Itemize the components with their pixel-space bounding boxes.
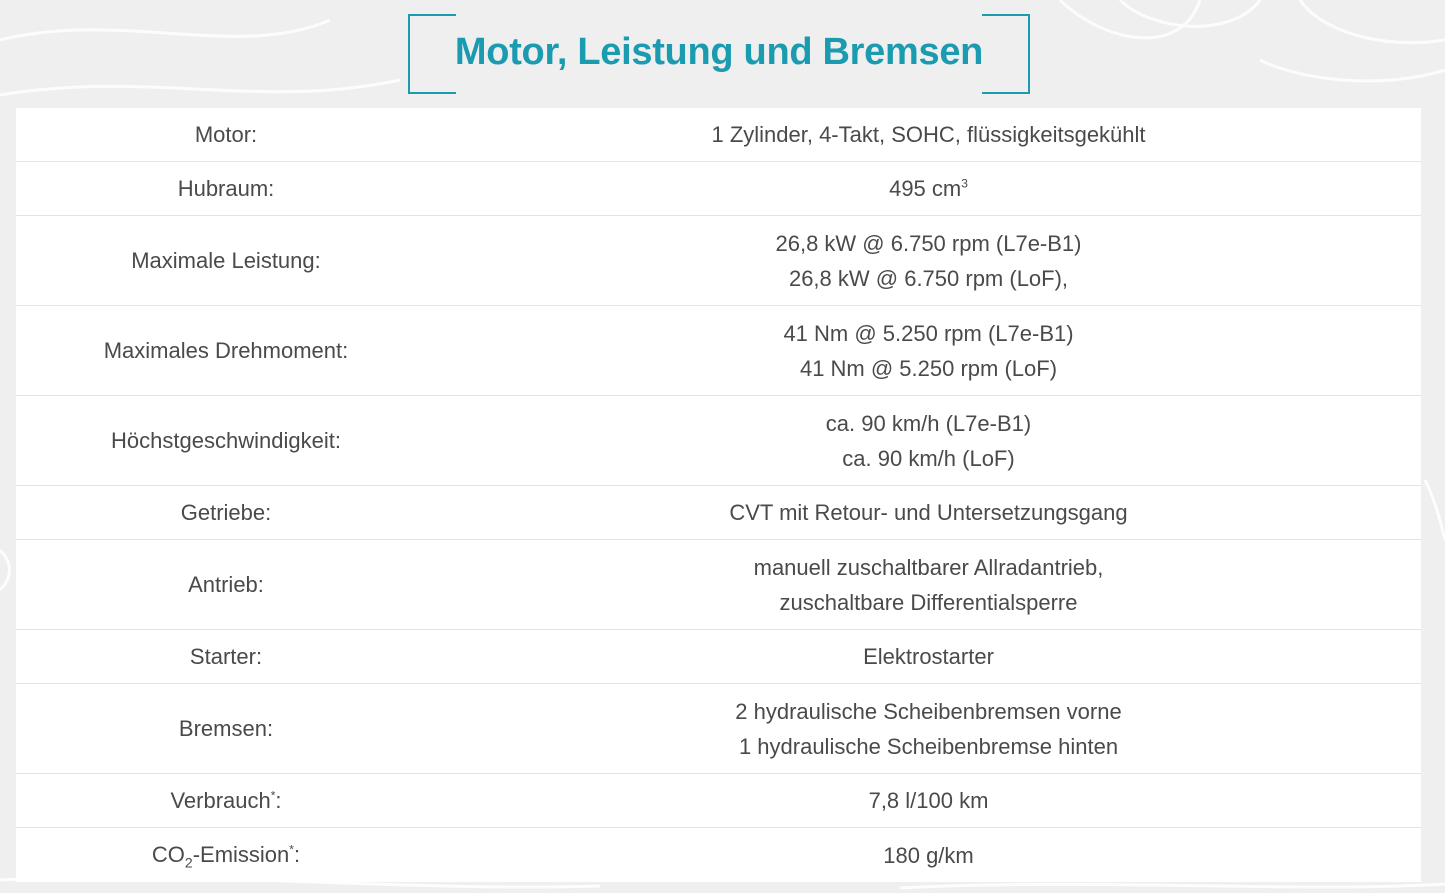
table-row [16,774,1421,828]
row-value-text: 41 Nm @ 5.250 rpm (LoF) [799,355,1058,381]
row-label [16,572,436,598]
table-row [16,216,1421,306]
row-value-line [436,694,1421,729]
row-value-text: manuell zuschaltbarer Allradantrieb, [753,554,1104,580]
row-value-text: 180 g/km [883,842,974,868]
section-header [408,14,1030,92]
row-label-text: CO [151,842,185,867]
spec-table [16,108,1421,882]
row-value [436,783,1421,818]
row-value-text: ca. 90 km/h (L7e-B1) [825,410,1032,436]
table-row [16,306,1421,396]
row-value-text: 7,8 l/100 km [868,788,989,813]
row-value-text: zuschaltbare Differentialsperre [779,589,1078,615]
row-label [16,500,436,526]
row-label-suffix: : [275,787,282,813]
row-label-footnote-mark: * [289,842,294,857]
row-value-line [436,351,1421,386]
row-value-text: 26,8 kW @ 6.750 rpm (LoF), [788,265,1069,291]
row-value-line [436,171,1421,206]
row-value-line [436,316,1421,351]
table-row [16,486,1421,540]
row-label-footnote-mark: * [270,788,276,803]
row-value [436,550,1421,620]
row-value-text: ca. 90 km/h (LoF) [842,445,1015,471]
row-value-line [436,550,1421,585]
row-label-text: Höchstgeschwindigkeit: [111,427,341,453]
row-value-text: 1 hydraulische Scheibenbremse hinten [738,733,1119,759]
left-bracket-decoration [408,14,456,94]
row-value-text: 26,8 kW @ 6.750 rpm (L7e-B1) [775,230,1082,256]
row-value-line [436,838,1421,873]
row-label-text: Getriebe: [180,499,272,525]
table-row [16,162,1421,216]
row-label-text: Maximale Leistung: [131,247,321,273]
row-label-text: Bremsen: [178,715,274,741]
row-label [16,122,436,148]
table-row [16,396,1421,486]
row-value [436,495,1421,530]
row-label [16,842,436,871]
row-label [16,716,436,742]
row-label-text: Maximales Drehmoment: [103,337,349,363]
row-label [16,338,436,364]
row-value [436,226,1421,296]
row-value-superscript: 3 [961,176,968,191]
row-value-line [436,261,1421,296]
right-bracket-decoration [982,14,1030,94]
row-value-line [436,406,1421,441]
row-value-line [436,117,1421,152]
row-value-line [436,639,1421,674]
row-label-subscript: 2 [184,854,193,871]
row-value-line [436,783,1421,818]
page-title: Motor, Leistung und Bremsen [454,30,984,73]
row-value-text: CVT mit Retour- und Untersetzungsgang [729,500,1128,525]
row-value [436,406,1421,476]
row-value-line [436,495,1421,530]
row-label-text: Starter: [189,643,263,669]
row-value-line [436,226,1421,261]
row-value-text: Elektrostarter [863,644,994,669]
row-value [436,639,1421,674]
row-label-suffix: : [293,842,301,867]
row-value [436,171,1421,206]
row-value [436,838,1421,873]
row-value-text: 2 hydraulische Scheibenbremsen vorne [735,698,1122,724]
row-label-text: Verbrauch [170,787,271,813]
row-label [16,428,436,454]
row-value-line [436,441,1421,476]
row-label [16,248,436,274]
row-label-text-mid: -Emission [192,842,290,867]
row-label [16,644,436,670]
row-value [436,694,1421,764]
table-row [16,684,1421,774]
table-row [16,828,1421,882]
row-label [16,176,436,202]
row-value-line [436,585,1421,620]
row-value [436,117,1421,152]
table-row [16,630,1421,684]
row-label [16,788,436,814]
row-label-text: Hubraum: [177,175,275,201]
table-row [16,540,1421,630]
row-value [436,316,1421,386]
row-value-text: 495 cm [889,176,962,201]
row-label-text: Motor: [194,121,258,147]
row-value-line [436,729,1421,764]
row-value-text: 41 Nm @ 5.250 rpm (L7e-B1) [783,320,1074,346]
table-row [16,108,1421,162]
row-value-text: 1 Zylinder, 4-Takt, SOHC, flüssigkeitsgekühlt [711,122,1146,147]
row-label-text: Antrieb: [188,571,264,597]
